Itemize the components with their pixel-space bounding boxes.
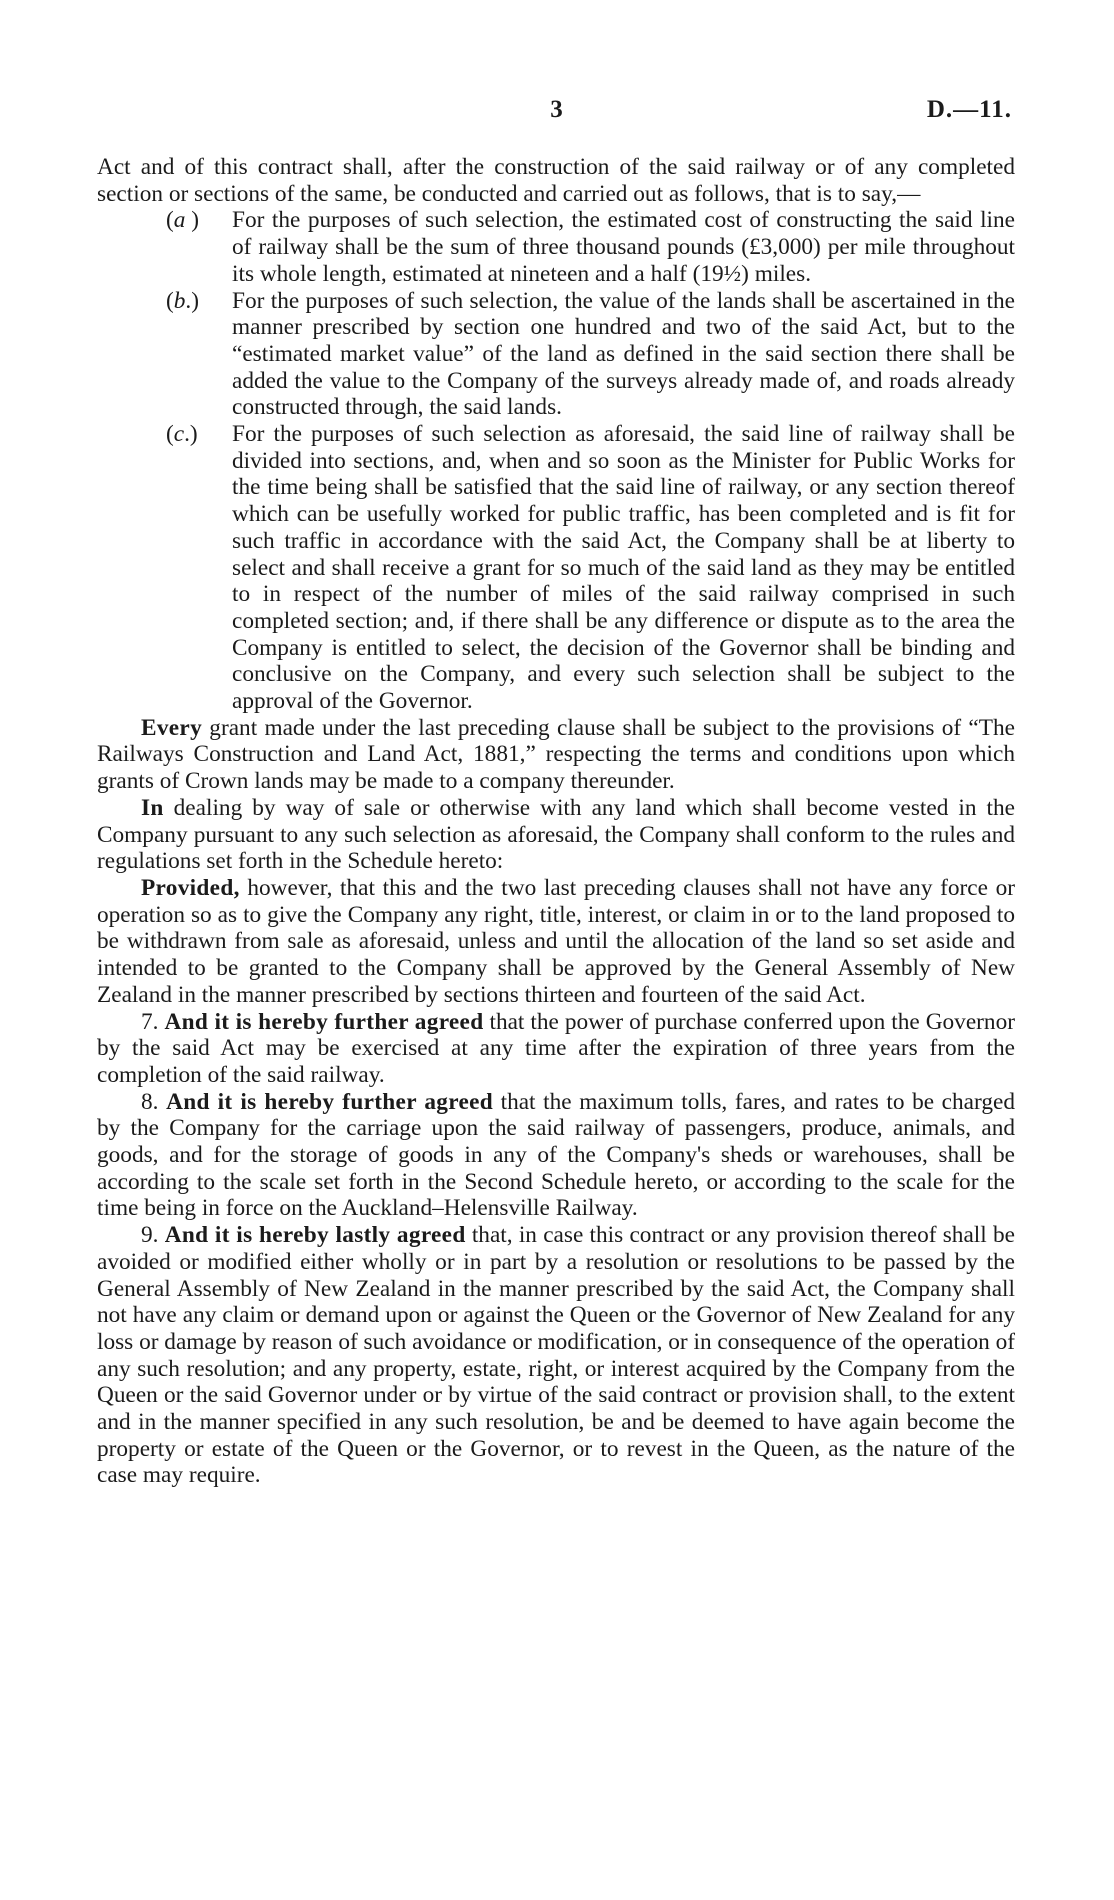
paragraph-provided (97, 875, 1015, 1009)
paragraph-number: 9. (141, 1222, 159, 1249)
paragraph-text: that the maximum tolls, fares, and rates to be charged by the Company for the carriage upon the said railway of passengers, produce, animals, and goods, and for the storage of goods in any of the Company's sheds or warehouses, shall be according to the scale set forth in the Second Schedule hereto, or according to the scale for the time being in force on the Auckland–Helensville Railway. (97, 1088, 1015, 1222)
paragraph-text: dealing by way of sale or otherwise with any land which shall become vested in the Company pursuant to any such selection as aforesaid, the Company shall conform to the rules and regulations set forth in the Schedule hereto: (97, 794, 1015, 875)
paragraph-text: that, in case this contract or any provision thereof shall be avoided or modified either wholly or in part by a resolution or resolutions to be passed by the General Assembly of New Zealand in the manner prescribed by the said Act, the Company shall not have any claim or demand upon or against the Queen or the Governor of New Zealand for any loss or damage by reason of such avoidance or modification, or in consequence of the operation of any such resolution; and any property, estate, right, or interest acquired by the Company from the Queen or the said Governor under or by virtue of the said contract or provision shall, to the extent and in the manner specified in any such resolution, be and be deemed to have again become the property or estate of the Queen or the Governor, or to revest in the Queen, as the nature of the case may require. (97, 1222, 1015, 1489)
paragraph-text: that the power of purchase conferred upon the Governor by the said Act may be exercised at any time after the expiration of three years from the completion of the said railway. (97, 1008, 1015, 1088)
intro-paragraph: Act and of this contract shall, after the construction of the said railway or of any completed section or sections of the same, be conducted and carried out as follows, that is to say,— (97, 154, 1015, 207)
paragraph-number: 8. (141, 1088, 159, 1115)
paragraph-number: 7. (141, 1008, 159, 1035)
clause-text: For the purposes of such selection as aforesaid, the said line of railway shall be divided into sections, and, when and so soon as the Minister for Public Works for the time being shall be satisfied that the said line of railway, or any section thereof which can be usefully worked for public traffic, has been completed and is fit for such traffic in accordance with the said Act, the Company shall be at liberty to select and shall receive a grant for so much of the said land as they may be entitled to in respect of the number of miles of the said railway comprised in such completed section; and, if there shall be any difference or dispute as to the area the Company is entitled to select, the decision of the Governor shall be binding and conclusive on the Company, and every such selection shall be subject to the approval of the Governor. (232, 421, 1015, 715)
clause-label: (c.) (166, 421, 198, 448)
clause-b (166, 287, 1015, 422)
paragraph-lead-word: Provided, (141, 874, 240, 901)
paragraph-lead-words: And it is hereby lastly agreed (164, 1222, 466, 1249)
paragraph-lead-words: And it is hereby further agreed (164, 1008, 484, 1035)
document-body (97, 154, 1015, 1489)
clause-c (166, 421, 1015, 715)
paragraph-lead-word: In (141, 794, 164, 821)
clause-text: For the purposes of such selection, the value of the lands shall be ascertained in the manner prescribed by section one hundred and two of the said Act, but to the “estimated market value” of the land as defined in the said section there shall be added the value to the Company of the surveys already made of, and roads already constructed through, the said lands. (232, 287, 1015, 421)
paragraph-9 (97, 1222, 1015, 1489)
page-number: 3 (550, 96, 564, 123)
paragraph-dealing (97, 795, 1015, 875)
paragraph-text: however, that this and the two last preceding clauses shall not have any force or operation so as to give the Company any right, title, interest, or claim in or to the land proposed to be withdrawn from sale as aforesaid, unless and until the allocation of the land so set aside and intended to be granted to the Company shall be approved by the General Assembly of New Zealand in the manner prescribed by sections thirteen and fourteen of the said Act. (97, 874, 1015, 1008)
clause-text: For the purposes of such selection, the estimated cost of constructing the said line of railway shall be the sum of three thousand pounds (£3,000) per mile throughout its whole length, estimated at nineteen and a half (19½) miles. (232, 207, 1015, 287)
paragraph-lead-word: Every (141, 714, 203, 741)
clause-a (166, 207, 1015, 287)
document-reference: D.—11. (926, 96, 1012, 123)
paragraph-every-grant (97, 715, 1015, 795)
clause-label: (a ) (166, 207, 200, 234)
paragraph-lead-words: And it is hereby further agreed (166, 1088, 493, 1115)
paragraph-8 (97, 1089, 1015, 1223)
paragraph-text: grant made under the last preceding clause shall be subject to the provisions of “The Railways Construction and Land Act, 1881,” respecting the terms and conditions upon which grants of Crown lands may be made to a company thereunder. (97, 714, 1015, 795)
clause-label: (b.) (166, 287, 200, 314)
page-header (0, 96, 1114, 136)
paragraph-7 (97, 1009, 1015, 1089)
